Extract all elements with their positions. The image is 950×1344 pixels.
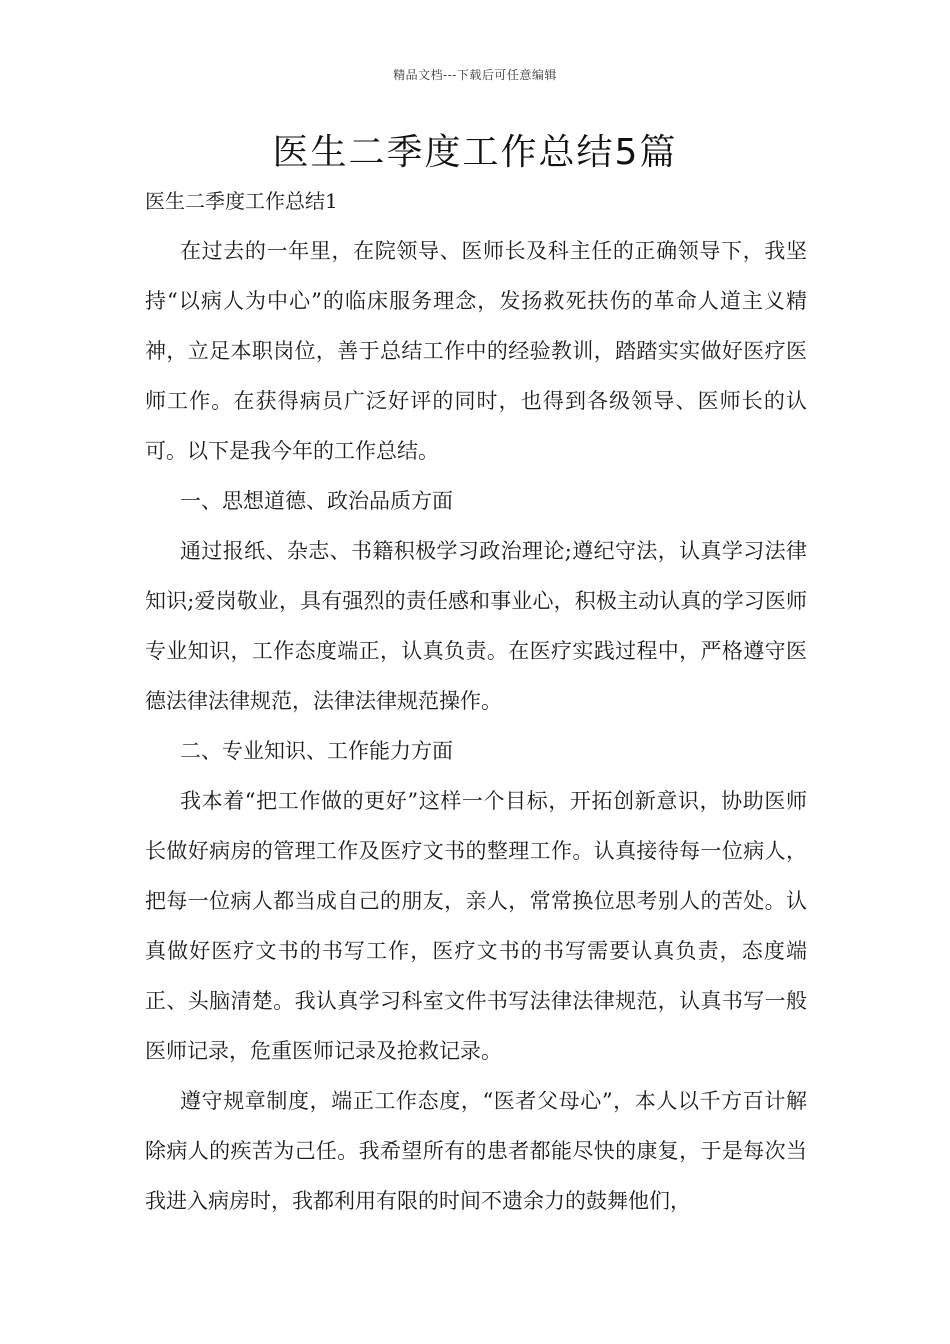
paragraph-ideology: 通过报纸、杂志、书籍积极学习政治理论;遵纪守法，认真学习法律知识;爱岗敬业，具有强烈的责任感和事业心，积极主动认真的学习医师专业知识，工作态度端正，认真负责。在医疗实践过程中，严格遵守医德法律法律规范，法律法律规范操作。 bbox=[145, 539, 807, 713]
paragraph-professional: 我本着“把工作做的更好”这样一个目标，开拓创新意识，协助医师长做好病房的管理工作及医疗文书的整理工作。认真接待每一位病人，把每一位病人都当成自己的朋友，亲人，常常换位思考别人的苦处。认真做好医疗文书的书写工作，医疗文书的书写需要认真负责，态度端正、头脑清楚。我认真学习科室文件书写法律法律规范，认真书写一般医师记录，危重医师记录及抢救记录。 bbox=[145, 789, 807, 1063]
heading-professional: 二、专业知识、工作能力方面 bbox=[180, 739, 453, 763]
section-title: 医生二季度工作总结1 bbox=[145, 189, 338, 213]
paragraph-intro: 在过去的一年里，在院领导、医师长及科主任的正确领导下，我坚持“以病人为中心”的临床服务理念，发扬救死扶伤的革命人道主义精神，立足本职岗位，善于总结工作中的经验教训，踏踏实实做好医疗医师工作。在获得病员广泛好评的同时，也得到各级领导、医师长的认可。以下是我今年的工作总结。 bbox=[145, 239, 807, 463]
paragraph-rules: 遵守规章制度，端正工作态度，“医者父母心”，本人以千方百计解除病人的疾苦为己任。我希望所有的患者都能尽快的康复，于是每次当我进入病房时，我都利用有限的时间不遗余力的鼓舞他们， bbox=[145, 1089, 807, 1213]
document-body bbox=[145, 226, 807, 1226]
document-title: 医生二季度工作总结5篇 bbox=[272, 132, 678, 173]
page-header-note: 精品文档---下载后可任意编辑 bbox=[393, 68, 557, 82]
heading-ideology: 一、思想道德、政治品质方面 bbox=[180, 489, 453, 513]
